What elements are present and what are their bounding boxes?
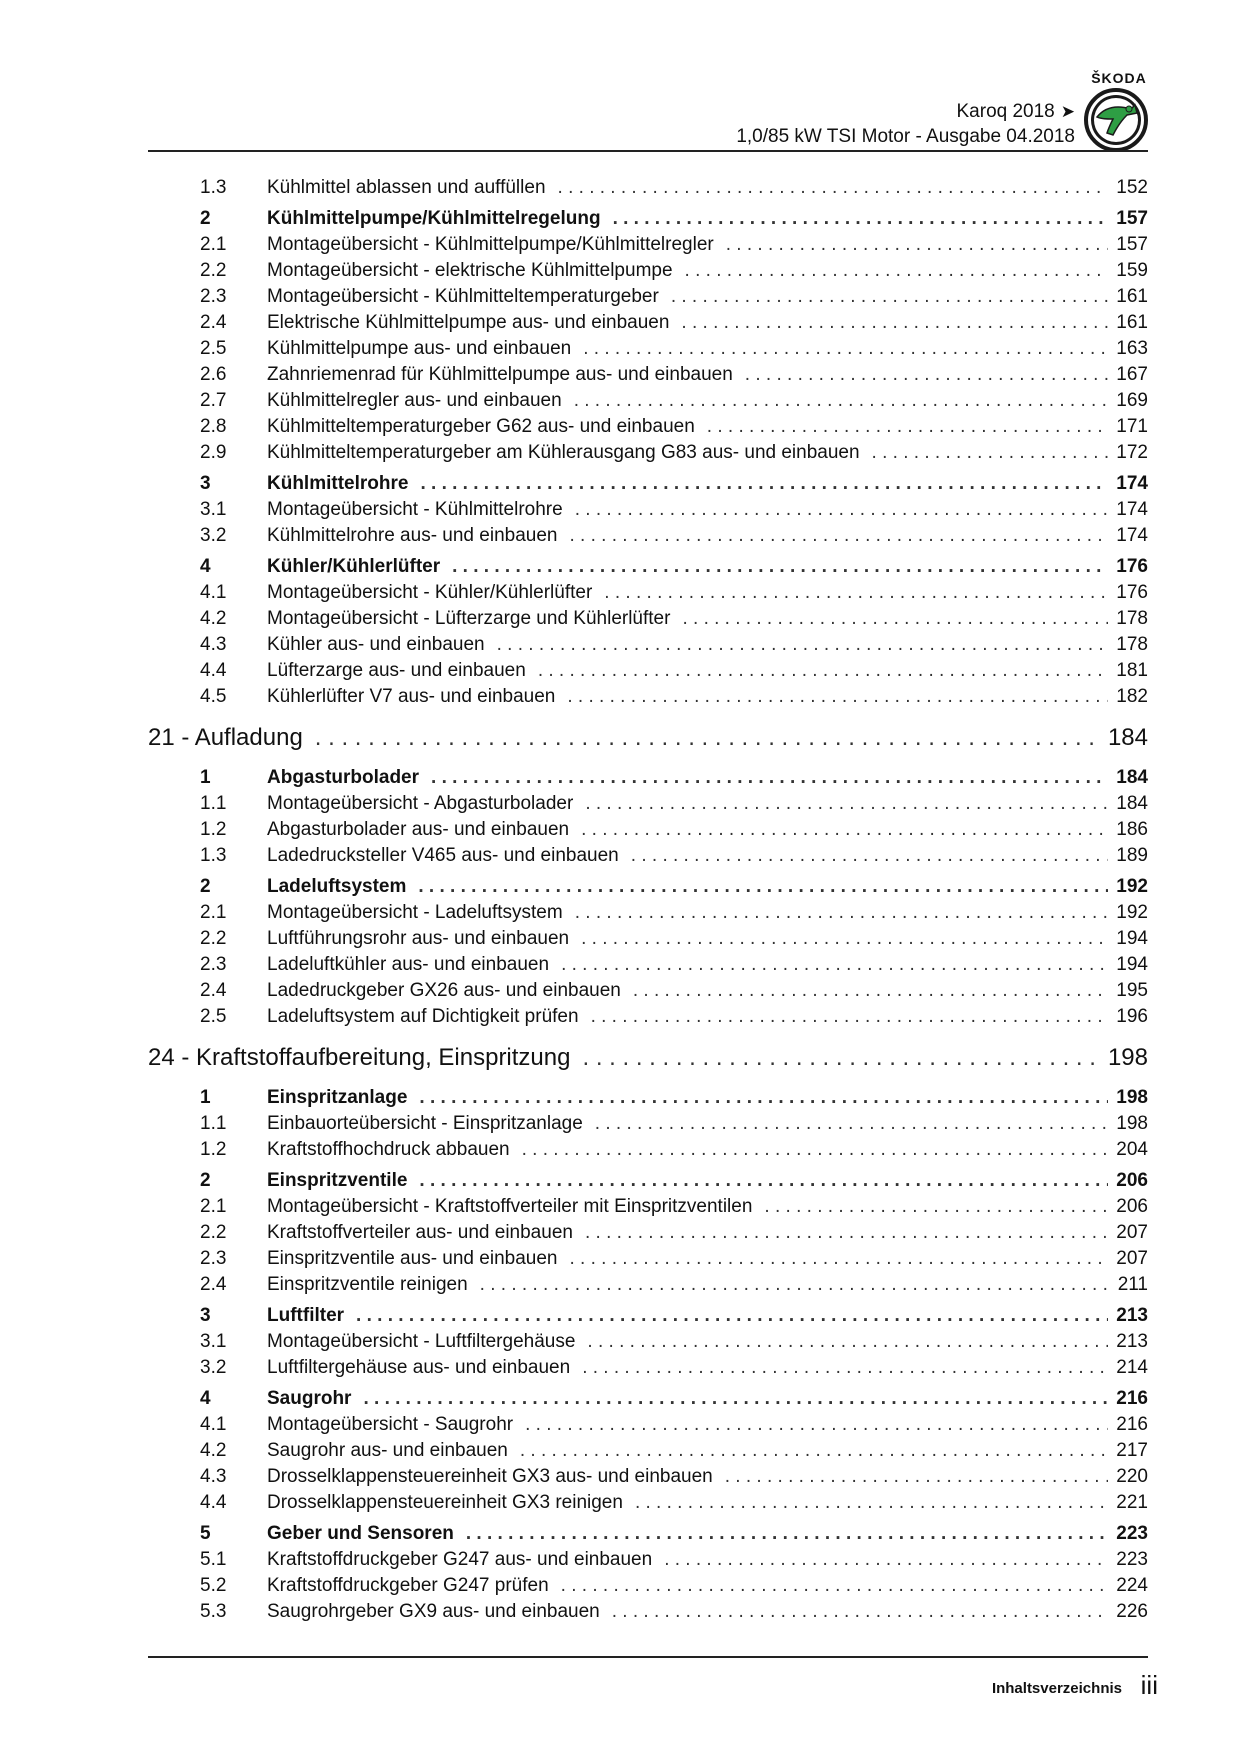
toc-page-number: 169 [1116, 390, 1148, 411]
toc-entry[interactable] [148, 1196, 1148, 1222]
dot-leader [431, 767, 1108, 789]
dot-leader [575, 902, 1109, 924]
toc-number: 4 [200, 1388, 211, 1409]
toc-entry[interactable] [148, 582, 1148, 608]
dot-leader [582, 1357, 1108, 1379]
toc-page-number: 159 [1116, 260, 1148, 281]
toc-title: Kühlmittelrohre [267, 473, 409, 494]
dot-leader [452, 556, 1108, 578]
dot-leader [671, 286, 1108, 308]
dot-leader [466, 1523, 1108, 1545]
dot-leader [419, 1170, 1108, 1192]
toc-page-number: 171 [1116, 416, 1148, 437]
toc-entry[interactable] [148, 980, 1148, 1006]
toc-title: Montageübersicht - Abgasturbolader [267, 793, 574, 814]
toc-number: 3 [200, 473, 211, 494]
toc-title: Luftführungsrohr aus- und einbauen [267, 928, 570, 949]
toc-title: 21 - Aufladung [148, 724, 303, 751]
toc-title: Ladedrucksteller V465 aus- und einbauen [267, 845, 619, 866]
footer-page-number: iii [1140, 1670, 1158, 1700]
toc-entry[interactable] [148, 525, 1148, 551]
toc-number: 2.3 [200, 286, 227, 307]
toc-number: 4.3 [200, 634, 227, 655]
toc-page-number: 194 [1116, 954, 1148, 975]
toc-number: 4.4 [200, 660, 227, 681]
toc-number: 3.1 [200, 499, 227, 520]
toc-number: 5.3 [200, 1601, 227, 1622]
toc-title: Lüfterzarge aus- und einbauen [267, 660, 526, 681]
toc-section[interactable] [148, 1087, 1148, 1113]
toc-title: Montageübersicht - Saugrohr [267, 1414, 514, 1435]
toc-page-number: 174 [1116, 525, 1148, 546]
dot-leader [522, 1139, 1109, 1161]
dot-leader [585, 1222, 1108, 1244]
toc-page-number: 206 [1116, 1196, 1148, 1217]
dot-leader [561, 1575, 1109, 1597]
toc-number: 4.2 [200, 1440, 227, 1461]
toc-number: 4.5 [200, 686, 227, 707]
dot-leader [569, 1248, 1108, 1270]
toc-page-number: 214 [1116, 1357, 1148, 1378]
toc-page-number: 204 [1116, 1139, 1148, 1160]
toc-title: Einspritzventile aus- und einbauen [267, 1248, 558, 1269]
dot-leader [725, 1466, 1109, 1488]
toc-title: Kraftstoffdruckgeber G247 aus- und einbauen [267, 1549, 653, 1570]
toc-page-number: 195 [1116, 980, 1148, 1001]
toc-page-number: 178 [1116, 634, 1148, 655]
dot-leader [538, 660, 1108, 682]
toc-chapter[interactable] [148, 724, 1148, 762]
toc-page-number: 176 [1116, 582, 1148, 603]
dot-leader [561, 954, 1108, 976]
dot-leader [685, 260, 1109, 282]
toc-number: 5.1 [200, 1549, 227, 1570]
dot-leader [575, 499, 1109, 521]
toc-entry[interactable] [148, 177, 1148, 203]
toc-page-number: 161 [1116, 312, 1148, 333]
toc-title: Drosselklappensteuereinheit GX3 aus- und einbauen [267, 1466, 713, 1487]
toc-number: 2.2 [200, 1222, 227, 1243]
toc-title: Kühler aus- und einbauen [267, 634, 485, 655]
toc-page-number: 178 [1116, 608, 1148, 629]
toc-entry[interactable] [148, 928, 1148, 954]
toc-number: 3.2 [200, 1357, 227, 1378]
toc-title: Saugrohr aus- und einbauen [267, 1440, 508, 1461]
toc-title: Kühlmittelrohre aus- und einbauen [267, 525, 558, 546]
dot-leader [764, 1196, 1108, 1218]
toc-number: 2.6 [200, 364, 227, 385]
toc-entry[interactable] [148, 442, 1148, 468]
toc-number: 2.4 [200, 1274, 227, 1295]
toc-section[interactable] [148, 208, 1148, 234]
toc-entry[interactable] [148, 390, 1148, 416]
toc-page-number: 223 [1116, 1549, 1148, 1570]
toc-entry[interactable] [148, 499, 1148, 525]
toc-entry[interactable] [148, 286, 1148, 312]
toc-title: Luftfiltergehäuse aus- und einbauen [267, 1357, 571, 1378]
toc-number: 1.3 [200, 845, 227, 866]
toc-entry[interactable] [148, 1248, 1148, 1274]
toc-page-number: 207 [1116, 1222, 1148, 1243]
toc-entry[interactable] [148, 1357, 1148, 1383]
toc-number: 2.8 [200, 416, 227, 437]
dot-leader [582, 1044, 1099, 1072]
toc-title: Kühlmitteltemperaturgeber am Kühlerausgang G83 aus- und einbauen [267, 442, 860, 463]
toc-page-number: 174 [1116, 473, 1148, 494]
dot-leader [569, 525, 1108, 547]
toc-number: 4.1 [200, 582, 227, 603]
toc-page-number: 192 [1116, 876, 1148, 897]
toc-title: Saugrohr [267, 1388, 352, 1409]
toc-entry[interactable] [148, 1331, 1148, 1357]
dot-leader [613, 208, 1109, 230]
toc-entry[interactable] [148, 1113, 1148, 1139]
toc-entry[interactable] [148, 954, 1148, 980]
toc-entry[interactable] [148, 793, 1148, 819]
dot-leader [745, 364, 1109, 386]
toc-number: 2.7 [200, 390, 227, 411]
toc-entry[interactable] [148, 1414, 1148, 1440]
table-of-contents [148, 177, 1148, 1627]
toc-number: 1.2 [200, 1139, 227, 1160]
toc-title: Kraftstoffhochdruck abbauen [267, 1139, 510, 1160]
toc-title: Montageübersicht - Kraftstoffverteiler mit Einspritzventilen [267, 1196, 753, 1217]
toc-title: Ladeluftsystem auf Dichtigkeit prüfen [267, 1006, 579, 1027]
skoda-logo-icon [1083, 87, 1149, 153]
toc-entry[interactable] [148, 1549, 1148, 1575]
toc-title: Kraftstoffverteiler aus- und einbauen [267, 1222, 573, 1243]
toc-number: 3.2 [200, 525, 227, 546]
header-model-text: Karoq 2018 [956, 101, 1055, 122]
toc-title: Kühlmittelpumpe/Kühlmittelregelung [267, 208, 601, 229]
toc-title: Zahnriemenrad für Kühlmittelpumpe aus- und einbauen [267, 364, 733, 385]
toc-page-number: 206 [1116, 1170, 1148, 1191]
toc-section[interactable] [148, 1305, 1148, 1331]
dot-leader [707, 416, 1109, 438]
toc-title: Einbauorteübersicht - Einspritzanlage [267, 1113, 583, 1134]
header-subtitle: 1,0/85 kW TSI Motor - Ausgabe 04.2018 [736, 126, 1075, 147]
dot-leader [612, 1601, 1109, 1623]
dot-leader [418, 876, 1108, 898]
dot-leader [558, 177, 1109, 199]
toc-page-number: 213 [1116, 1331, 1148, 1352]
toc-page-number: 216 [1116, 1414, 1148, 1435]
toc-page-number: 172 [1116, 442, 1148, 463]
toc-number: 5.2 [200, 1575, 227, 1596]
toc-entry[interactable] [148, 902, 1148, 928]
toc-entry[interactable] [148, 1440, 1148, 1466]
dot-leader [664, 1549, 1108, 1571]
brand-wordmark: ŠKODA [1091, 70, 1147, 86]
dot-leader [583, 338, 1108, 360]
toc-entry[interactable] [148, 364, 1148, 390]
toc-title: Kühlmittelregler aus- und einbauen [267, 390, 562, 411]
toc-page-number: 226 [1116, 1601, 1148, 1622]
toc-title: Abgasturbolader aus- und einbauen [267, 819, 570, 840]
dot-leader [420, 473, 1108, 495]
dot-leader [681, 312, 1108, 334]
dot-leader [872, 442, 1109, 464]
footer-label: Inhaltsverzeichnis [991, 1680, 1122, 1697]
dot-leader [604, 582, 1108, 604]
toc-number: 4 [200, 556, 211, 577]
toc-number: 1.1 [200, 793, 227, 814]
toc-page-number: 223 [1116, 1523, 1148, 1544]
toc-title: Montageübersicht - elektrische Kühlmittelpumpe [267, 260, 673, 281]
toc-number: 4.1 [200, 1414, 227, 1435]
toc-title: Kraftstoffdruckgeber G247 prüfen [267, 1575, 549, 1596]
toc-number: 2.1 [200, 1196, 227, 1217]
toc-title: Kühlmittelpumpe aus- und einbauen [267, 338, 572, 359]
toc-title: Luftfilter [267, 1305, 345, 1326]
toc-number: 3 [200, 1305, 211, 1326]
toc-title: Montageübersicht - Kühler/Kühlerlüfter [267, 582, 593, 603]
toc-number: 2.5 [200, 338, 227, 359]
toc-entry[interactable] [148, 1466, 1148, 1492]
toc-page-number: 196 [1116, 1006, 1148, 1027]
toc-title: Montageübersicht - Kühlmittelpumpe/Kühlmittelregler [267, 234, 714, 255]
dot-leader [574, 390, 1109, 412]
toc-number: 1.3 [200, 177, 227, 198]
toc-entry[interactable] [148, 686, 1148, 712]
toc-number: 2 [200, 208, 211, 229]
toc-entry[interactable] [148, 608, 1148, 634]
toc-number: 4.3 [200, 1466, 227, 1487]
dot-leader [635, 1492, 1108, 1514]
toc-page-number: 157 [1116, 208, 1148, 229]
toc-title: Montageübersicht - Ladeluftsystem [267, 902, 563, 923]
toc-number: 1 [200, 1087, 211, 1108]
toc-chapter[interactable] [148, 1044, 1148, 1082]
dot-leader [585, 793, 1108, 815]
toc-number: 2.3 [200, 954, 227, 975]
toc-page-number: 194 [1116, 928, 1148, 949]
dot-leader [419, 1087, 1108, 1109]
toc-entry[interactable] [148, 338, 1148, 364]
toc-title: Saugrohrgeber GX9 aus- und einbauen [267, 1601, 600, 1622]
toc-number: 2.9 [200, 442, 227, 463]
toc-section[interactable] [148, 767, 1148, 793]
toc-entry[interactable] [148, 634, 1148, 660]
toc-number: 2.1 [200, 902, 227, 923]
dot-leader [595, 1113, 1109, 1135]
toc-section[interactable] [148, 1523, 1148, 1549]
toc-number: 2.1 [200, 234, 227, 255]
toc-section[interactable] [148, 1388, 1148, 1414]
toc-page-number: 167 [1116, 364, 1148, 385]
toc-number: 2.3 [200, 1248, 227, 1269]
toc-page-number: 217 [1116, 1440, 1148, 1461]
toc-page-number: 198 [1116, 1087, 1148, 1108]
toc-entry[interactable] [148, 819, 1148, 845]
toc-page-number: 184 [1116, 767, 1148, 788]
toc-entry[interactable] [148, 1006, 1148, 1032]
toc-entry[interactable] [148, 312, 1148, 338]
toc-page-number: 182 [1116, 686, 1148, 707]
toc-title: Geber und Sensoren [267, 1523, 454, 1544]
toc-entry[interactable] [148, 1222, 1148, 1248]
toc-page-number: 216 [1116, 1388, 1148, 1409]
toc-page-number: 184 [1116, 793, 1148, 814]
toc-number: 2.2 [200, 928, 227, 949]
dot-leader [567, 686, 1108, 708]
toc-number: 2.4 [200, 312, 227, 333]
dot-leader [591, 1006, 1109, 1028]
toc-number: 4.2 [200, 608, 227, 629]
toc-title: Elektrische Kühlmittelpumpe aus- und einbauen [267, 312, 670, 333]
dot-leader [480, 1274, 1110, 1296]
dot-leader [682, 608, 1108, 630]
toc-title: Ladeluftkühler aus- und einbauen [267, 954, 550, 975]
toc-page-number: 192 [1116, 902, 1148, 923]
toc-number: 2.2 [200, 260, 227, 281]
toc-page-number: 152 [1116, 177, 1148, 198]
toc-page-number: 181 [1116, 660, 1148, 681]
toc-number: 4.4 [200, 1492, 227, 1513]
toc-page-number: 176 [1116, 556, 1148, 577]
toc-section[interactable] [148, 876, 1148, 902]
dot-leader [520, 1440, 1108, 1462]
toc-number: 5 [200, 1523, 211, 1544]
toc-entry[interactable] [148, 1139, 1148, 1165]
toc-page-number: 186 [1116, 819, 1148, 840]
dot-leader [581, 819, 1108, 841]
toc-entry[interactable] [148, 845, 1148, 871]
toc-number: 2.4 [200, 980, 227, 1001]
toc-title: Einspritzventile reinigen [267, 1274, 468, 1295]
dot-leader [356, 1305, 1108, 1327]
toc-page-number: 224 [1116, 1575, 1148, 1596]
toc-number: 1.2 [200, 819, 227, 840]
toc-entry[interactable] [148, 660, 1148, 686]
dot-leader [581, 928, 1108, 950]
toc-title: 24 - Kraftstoffaufbereitung, Einspritzung [148, 1044, 571, 1071]
toc-entry[interactable] [148, 1492, 1148, 1518]
toc-page-number: 220 [1116, 1466, 1148, 1487]
toc-number: 2.5 [200, 1006, 227, 1027]
dot-leader [315, 724, 1100, 752]
toc-page-number: 163 [1116, 338, 1148, 359]
toc-title: Ladedruckgeber GX26 aus- und einbauen [267, 980, 621, 1001]
toc-section[interactable] [148, 556, 1148, 582]
footer-divider [148, 1656, 1148, 1658]
toc-page-number: 213 [1116, 1305, 1148, 1326]
dot-leader [525, 1414, 1108, 1436]
toc-number: 2 [200, 1170, 211, 1191]
next-arrow-icon[interactable]: ➤ [1060, 102, 1075, 121]
toc-page-number: 198 [1116, 1113, 1148, 1134]
toc-title: Montageübersicht - Kühlmittelrohre [267, 499, 563, 520]
dot-leader [497, 634, 1109, 656]
toc-entry[interactable] [148, 260, 1148, 286]
toc-title: Drosselklappensteuereinheit GX3 reinigen [267, 1492, 623, 1513]
toc-page-number: 184 [1107, 724, 1148, 751]
dot-leader [587, 1331, 1108, 1353]
toc-entry[interactable] [148, 1601, 1148, 1627]
toc-title: Abgasturbolader [267, 767, 420, 788]
toc-page-number: 221 [1116, 1492, 1148, 1513]
toc-entry[interactable] [148, 416, 1148, 442]
toc-page-number: 207 [1116, 1248, 1148, 1269]
toc-title: Kühlmittel ablassen und auffüllen [267, 177, 546, 198]
toc-page-number: 211 [1117, 1274, 1148, 1295]
toc-title: Einspritzventile [267, 1170, 408, 1191]
toc-page-number: 198 [1107, 1044, 1148, 1071]
toc-title: Kühler/Kühlerlüfter [267, 556, 441, 577]
dot-leader [726, 234, 1109, 256]
header-divider [148, 150, 1148, 152]
toc-title: Kühlmitteltemperaturgeber G62 aus- und einbauen [267, 416, 695, 437]
toc-number: 3.1 [200, 1331, 227, 1352]
toc-title: Kühlerlüfter V7 aus- und einbauen [267, 686, 556, 707]
dot-leader [631, 845, 1109, 867]
header-model [957, 101, 1076, 123]
toc-page-number: 174 [1116, 499, 1148, 520]
dot-leader [633, 980, 1108, 1002]
toc-number: 1.1 [200, 1113, 227, 1134]
toc-entry[interactable] [148, 234, 1148, 260]
toc-title: Montageübersicht - Lüfterzarge und Kühlerlüfter [267, 608, 671, 629]
toc-section[interactable] [148, 473, 1148, 499]
toc-title: Montageübersicht - Luftfiltergehäuse [267, 1331, 576, 1352]
toc-number: 2 [200, 876, 211, 897]
toc-number: 1 [200, 767, 211, 788]
toc-section[interactable] [148, 1170, 1148, 1196]
toc-title: Montageübersicht - Kühlmitteltemperaturgeber [267, 286, 659, 307]
toc-title: Ladeluftsystem [267, 876, 407, 897]
toc-title: Einspritzanlage [267, 1087, 408, 1108]
dot-leader [363, 1388, 1108, 1410]
toc-entry[interactable] [148, 1575, 1148, 1601]
toc-page-number: 189 [1116, 845, 1148, 866]
toc-page-number: 161 [1116, 286, 1148, 307]
toc-entry[interactable] [148, 1274, 1148, 1300]
toc-page-number: 157 [1116, 234, 1148, 255]
